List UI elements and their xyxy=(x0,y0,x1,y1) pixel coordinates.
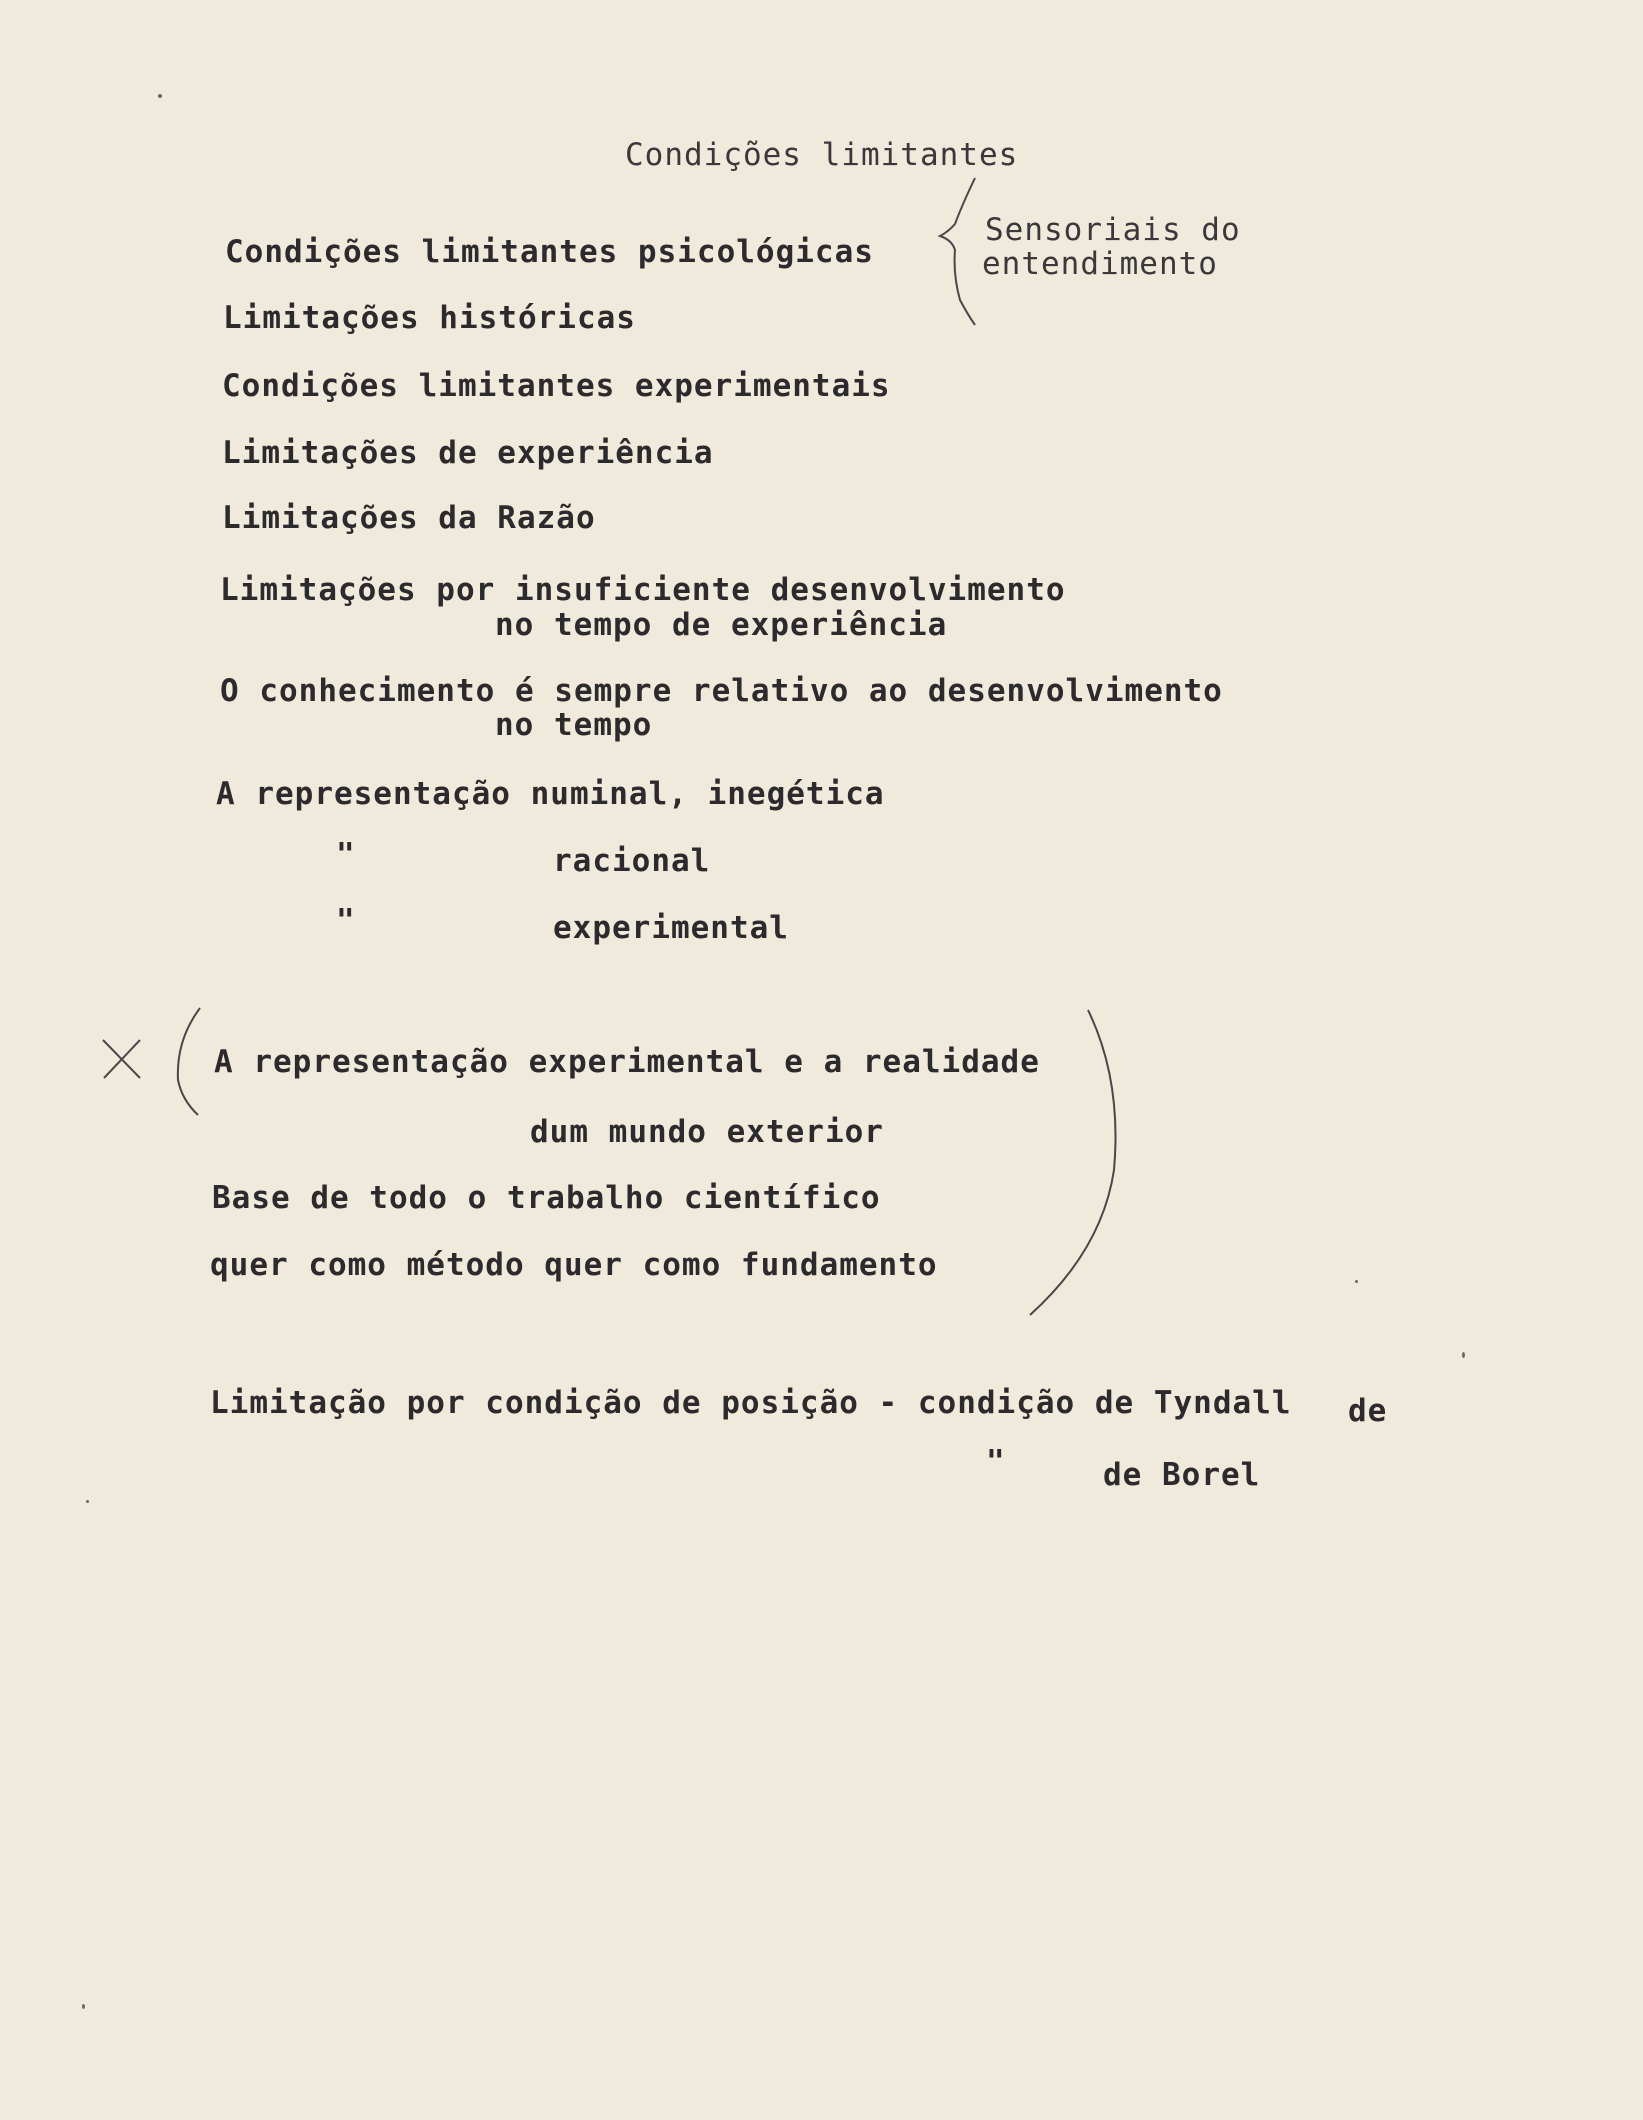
right-parenthesis xyxy=(1030,1010,1116,1315)
list-item: Limitações da Razão xyxy=(222,500,596,536)
margin-note-line-1: Sensoriais do xyxy=(985,212,1241,248)
position-limitation-trailing: de xyxy=(1348,1393,1388,1429)
representation-item: experimental xyxy=(553,910,789,946)
ditto-mark: " xyxy=(986,1444,1006,1480)
representation-item: racional xyxy=(553,843,711,879)
list-item-continuation: no tempo de experiência xyxy=(495,607,948,643)
list-item: Condições limitantes psicológicas xyxy=(225,234,874,270)
bracketed-line: A representação experimental e a realidade xyxy=(214,1044,1040,1080)
paper-speck xyxy=(158,94,162,98)
x-mark xyxy=(103,1040,140,1078)
margin-brace xyxy=(940,178,975,325)
position-limitation-line: Limitação por condição de posição - condição de Tyndall xyxy=(210,1385,1292,1421)
bracketed-line: Base de todo o trabalho científico xyxy=(212,1180,881,1216)
paper-speck xyxy=(1355,1280,1358,1283)
page-title: Condições limitantes xyxy=(625,137,1019,173)
paper-speck xyxy=(82,2004,85,2009)
margin-note-line-2: entendimento xyxy=(982,246,1218,282)
bracketed-line: quer como método quer como fundamento xyxy=(210,1247,938,1283)
list-item: Condições limitantes experimentais xyxy=(222,368,891,404)
list-item-continuation: no tempo xyxy=(495,707,653,743)
list-item: Limitações por insuficiente desenvolvimento xyxy=(220,572,1066,608)
representation-line: A representação numinal, inegética xyxy=(216,776,885,812)
list-item: Limitações de experiência xyxy=(222,435,714,471)
ditto-mark: " xyxy=(336,837,356,873)
paper-speck xyxy=(1462,1352,1465,1358)
bracketed-line: dum mundo exterior xyxy=(530,1114,884,1150)
paper-speck xyxy=(86,1500,89,1503)
list-item: Limitações históricas xyxy=(223,300,636,336)
position-limitation-line: de Borel xyxy=(1103,1457,1261,1493)
left-parenthesis xyxy=(178,1008,200,1115)
ditto-mark: " xyxy=(336,903,356,939)
list-item: O conhecimento é sempre relativo ao desenvolvimento xyxy=(220,673,1223,709)
